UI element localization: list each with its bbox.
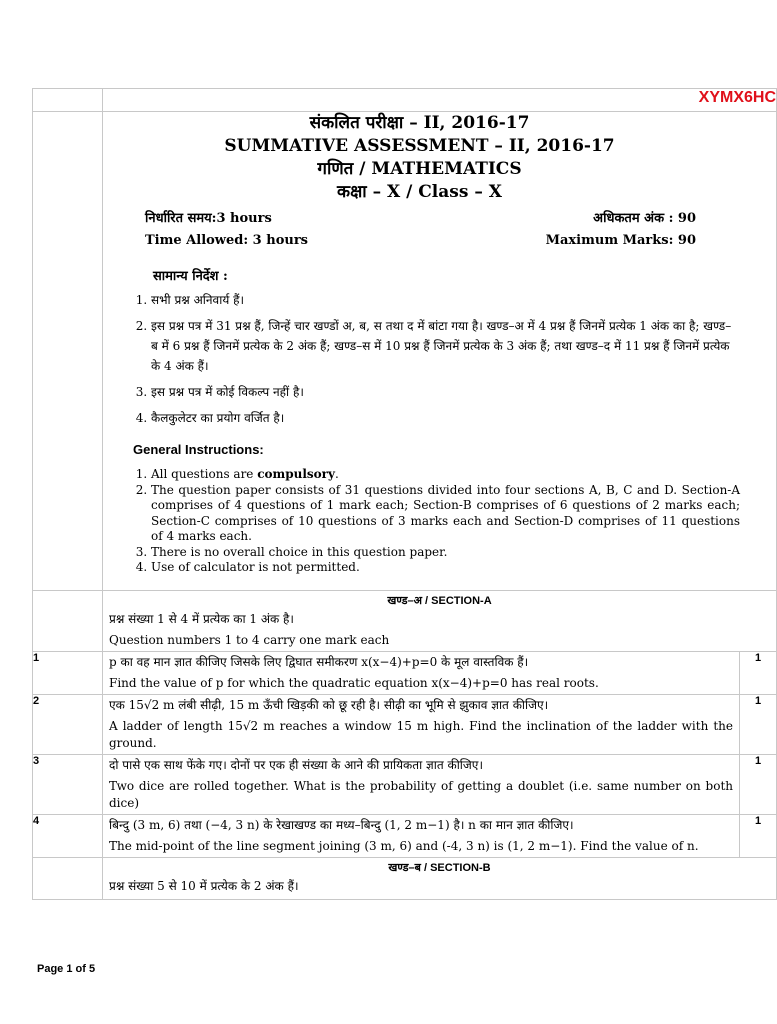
- question-english: A ladder of length 15√2 m reaches a window 15 m high. Find the inclination of the ladder with the ground.: [109, 718, 733, 750]
- question-row: [33, 814, 777, 857]
- paper-code: XYMX6HC: [103, 89, 777, 112]
- question-hindi: दो पासे एक साथ फेंके गए। दोनों पर एक ही संख्या के आने की प्रायिकता ज्ञात कीजिए।: [109, 757, 483, 772]
- question-english: Two dice are rolled together. What is the probability of getting a doublet (i.e. same number on both dice): [109, 778, 733, 810]
- question-marks: 1: [740, 694, 777, 754]
- section-a-note-english: Question numbers 1 to 4 carry one mark each: [109, 632, 390, 647]
- header-block: [103, 112, 777, 591]
- hindi-instruction: 4. कैलकुलेटर का प्रयोग वर्जित है।: [151, 408, 736, 428]
- section-b-heading: खण्ड–ब / SECTION-B: [388, 861, 491, 874]
- hindi-title: संकलित परीक्षा – II, 2016-17: [309, 113, 530, 133]
- question-row: [33, 754, 777, 814]
- section-a-heading: खण्ड–अ / SECTION-A: [387, 594, 492, 607]
- question-row: [33, 651, 777, 694]
- question-english: The mid-point of the line segment joining (3 m, 6) and (-4, 3 n) is (1, 2 m−1). Find the value of n.: [109, 838, 699, 853]
- question-hindi: एक 15√2 m लंबी सीढ़ी, 15 m ऊँची खिड़की को छू रही है। सीढ़ी का भूमि से झुकाव ज्ञात कीजिए।: [109, 697, 549, 712]
- hindi-instruction: 2. इस प्रश्न पत्र में 31 प्रश्न हैं, जिन्हें चार खण्डों अ, ब, स तथा द में बांटा गया है। खण्ड–अ में 4 प्रश्न हैं जिनमें प्रत्येक 1 अंक का है; खण्ड–ब में 6 प्रश्न हैं जिनमें प्रत्येक के 2 अंक हैं; खण्ड–स में 10 प्रश्न हैं जिनमें प्रत्येक के 3 अंक हैं; तथा खण्ड–द में 11 प्रश्न हैं जिनमें प्रत्येक के 4 अंक हैं।: [151, 316, 736, 376]
- question-number: 1: [33, 651, 103, 694]
- hindi-instructions-title: सामान्य निर्देश :: [153, 269, 228, 284]
- marks-hindi: अधिकतम अंक : 90: [593, 211, 697, 226]
- hindi-instructions-list: [103, 290, 776, 428]
- question-hindi: बिन्दु (3 m, 6) तथा (−4, 3 n) के रेखाखण्ड का मध्य–बिन्दु (1, 2 m−1) है। n का मान ज्ञात कीजिए।: [109, 817, 574, 832]
- meta-row-english: [103, 230, 776, 252]
- hindi-instruction: 3. इस प्रश्न पत्र में कोई विकल्प नहीं है।: [151, 382, 736, 402]
- hindi-instruction: 1. सभी प्रश्न अनिवार्य हैं।: [151, 290, 736, 310]
- question-english: Find the value of p for which the quadratic equation x(x−4)+p=0 has real roots.: [109, 675, 599, 690]
- general-instructions-title: General Instructions:: [133, 442, 264, 457]
- time-hindi: निर्धारित समय:3 hours: [145, 211, 272, 226]
- english-instruction: 3. There is no overall choice in this question paper.: [151, 545, 776, 561]
- english-instruction: 1. All questions are compulsory.: [151, 467, 776, 483]
- question-number: 3: [33, 754, 103, 814]
- question-hindi: p का वह मान ज्ञात कीजिए जिसके लिए द्विघात समीकरण x(x−4)+p=0 के मूल वास्तविक हैं।: [109, 654, 529, 669]
- question-marks: 1: [740, 754, 777, 814]
- exam-table: [32, 88, 777, 900]
- page-footer: Page 1 of 5: [37, 963, 96, 975]
- english-instructions-list: [103, 467, 776, 576]
- class-title: कक्षा – X / Class – X: [337, 182, 502, 202]
- time-english: Time Allowed: 3 hours: [145, 233, 308, 248]
- subject-title: गणित / MATHEMATICS: [317, 159, 522, 179]
- section-b-block: [103, 857, 777, 899]
- marks-english: Maximum Marks: 90: [545, 233, 697, 248]
- question-number: 2: [33, 694, 103, 754]
- section-b-note-hindi: प्रश्न संख्या 5 से 10 में प्रत्येक के 2 अंक हैं।: [109, 878, 299, 893]
- section-a-block: [103, 590, 777, 651]
- question-number: 4: [33, 814, 103, 857]
- question-row: [33, 694, 777, 754]
- english-title: SUMMATIVE ASSESSMENT – II, 2016-17: [224, 136, 615, 156]
- section-a-note-hindi: प्रश्न संख्या 1 से 4 में प्रत्येक का 1 अंक है।: [109, 611, 294, 626]
- english-instruction: 2. The question paper consists of 31 questions divided into four sections A, B, C and D. Section-A comprises of 4 questions of 1 mark each; Section-B comprises of 6 questions of 2 marks each; Section-C comprises of 10 questions of 3 marks each and Section-D comprises of 11 questions of 4 marks each.: [151, 483, 776, 545]
- question-marks: 1: [740, 651, 777, 694]
- question-marks: 1: [740, 814, 777, 857]
- meta-row-hindi: [103, 208, 776, 230]
- english-instruction: 4. Use of calculator is not permitted.: [151, 560, 776, 576]
